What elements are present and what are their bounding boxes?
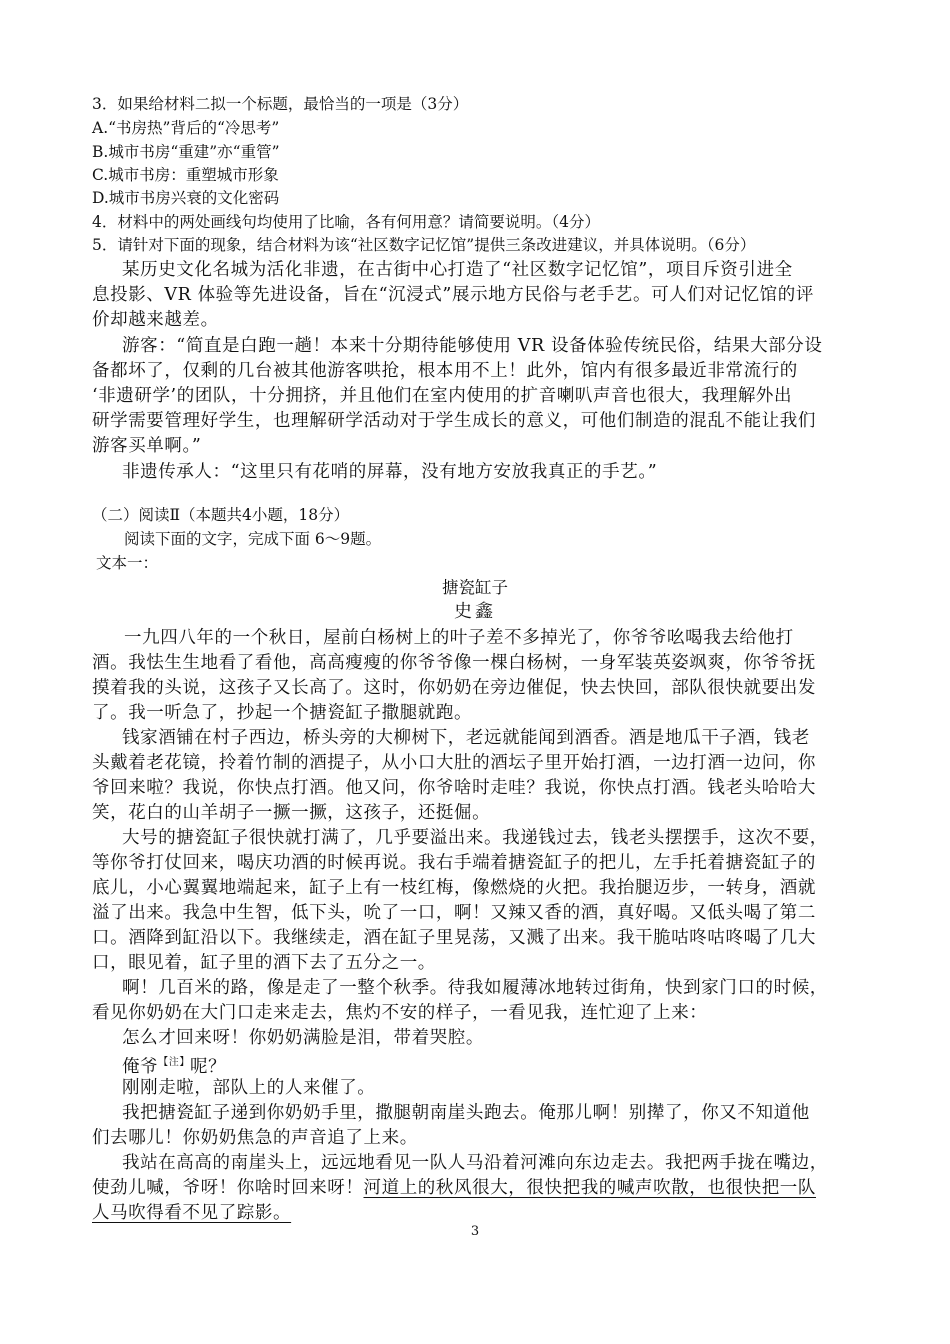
story-line: 了。我一听急了，抄起一个搪瓷缸子撒腿就跑。 [92, 703, 473, 723]
dialogue-text: 俺爷 [122, 1056, 159, 1077]
underlined-sentence: 人马吹得看不见了踪影。 [92, 1203, 292, 1223]
q5-tourist-line: 游客买单啊。” [92, 436, 202, 456]
story-text: 使劲儿喊，爷呀！你啥时回来呀！ [92, 1178, 364, 1198]
story-line: 头戴着老花镜，拎着竹制的酒提子，从小口大肚的酒坛子里开始打酒，一边打酒一边问，你 [92, 753, 816, 773]
story-line: 口，眼见着，缸子里的酒下去了五分之一。 [92, 953, 436, 973]
dialogue-line: 怎么才回来呀！你奶奶满脸是泪，带着哭腔。 [122, 1028, 484, 1048]
story-line: 底儿，小心翼翼地端起来，缸子上有一枝红梅，像燃烧的火把。我抬腿迈步，一转身，酒就 [92, 878, 816, 898]
page-number: 3 [470, 1224, 480, 1239]
story-line [92, 1176, 867, 1200]
story-line: 啊！几百米的路，像是走了一整个秋季。待我如履薄冰地转过街角，快到家门口的时候， [122, 978, 828, 998]
q3-stem: 3．如果给材料二拟一个标题，最恰当的一项是（3分） [92, 95, 469, 113]
text-label: 文本一： [96, 554, 159, 572]
story-author: 史鑫 [454, 601, 496, 622]
q5-tourist-line: 备都坏了，仅剩的几台被其他游客哄抢，根本用不上！此外，馆内有很多最近非常流行的 [92, 361, 798, 381]
q3-option-c: C.城市书房：重塑城市形象 [92, 166, 279, 184]
q5-stem: 5．请针对下面的现象，结合材料为该“社区数字记忆馆”提供三条改进建议，并具体说明。（6分） [92, 236, 756, 254]
dialogue-text: 呢？ [190, 1056, 227, 1077]
story-line: 我站在高高的南崖头上，远远地看见一队人马沿着河滩向东边走去。我把两手拢在嘴边， [122, 1153, 828, 1173]
story-line [92, 1201, 867, 1225]
q5-scenario-line: 某历史文化名城为活化非遗，在古街中心打造了“社区数字记忆馆”，项目斥资引进全 [122, 260, 793, 280]
q3-option-a: A.“书房热”背后的“冷思考” [92, 119, 280, 137]
story-line: 口。酒降到缸沿以下。我继续走，酒在缸子里晃荡，又溅了出来。我干脆咕咚咕咚喝了几大 [92, 928, 816, 948]
dialogue-line: 刚刚走啦，部队上的人来催了。 [122, 1078, 376, 1098]
q3-option-d: D.城市书房兴衰的文化密码 [92, 189, 280, 207]
story-line: 等你爷打仗回来，喝庆功酒的时候再说。我右手端着搪瓷缸子的把儿，左手托着搪瓷缸子的 [92, 853, 816, 873]
q5-tourist-line: 游客：“简直是白跑一趟！本来十分期待能够使用 VR 设备体验传统民俗，结果大部分设 [122, 336, 823, 356]
q4-stem: 4．材料中的两处画线句均使用了比喻，各有何用意？请简要说明。（4分） [92, 213, 600, 231]
dialogue-line [122, 1051, 897, 1079]
story-line: 看见你奶奶在大门口走来走去，焦灼不安的样子，一看见我，连忙迎了上来： [92, 1003, 708, 1023]
q5-inheritor-quote: 非遗传承人：“这里只有花哨的屏幕，没有地方安放我真正的手艺。” [122, 462, 658, 482]
story-line: 爷回来啦？我说，你快点打酒。他又问，你爷啥时走哇？我说，你快点打酒。钱老头哈哈大 [92, 778, 816, 798]
story-line: 酒。我怯生生地看了看他，高高瘦瘦的你爷爷像一棵白杨树，一身军装英姿飒爽，你爷爷抚 [92, 653, 816, 673]
story-line: 们去哪儿！你奶奶焦急的声音追了上来。 [92, 1128, 418, 1148]
q3-option-b: B.城市书房“重建”亦“重管” [92, 143, 280, 161]
story-line: 大号的搪瓷缸子很快就打满了，几乎要溢出来。我递钱过去，钱老头摆摆手，这次不要， [122, 828, 828, 848]
q5-scenario-line: 价却越来越差。 [92, 310, 219, 330]
story-line: 摸着我的头说，这孩子又长高了。这时，你奶奶在旁边催促，快去快回，部队很快就要出发 [92, 678, 816, 698]
story-line: 一九四八年的一个秋日，屋前白杨树上的叶子差不多掉光了，你爷爷吆喝我去给他打 [124, 628, 794, 648]
footnote-marker: 【注】 [158, 1057, 191, 1068]
story-line: 溢了出来。我急中生智，低下头，吮了一口，啊！又辣又香的酒，真好喝。又低头喝了第二 [92, 903, 816, 923]
story-line: 钱家酒铺在村子西边，桥头旁的大柳树下，老远就能闻到酒香。酒是地瓜干子酒，钱老 [122, 728, 810, 748]
story-title: 搪瓷缸子 [442, 578, 508, 597]
q5-scenario-line: 息投影、VR 体验等先进设备，旨在“沉浸式”展示地方民俗与老手艺。可人们对记忆馆的评 [92, 285, 814, 305]
section-instruction: 阅读下面的文字，完成下面 6～9题。 [124, 530, 382, 548]
q5-tourist-line: ‘非遗研学’的团队，十分拥挤，并且他们在室内使用的扩音喇叭声音也很大，我理解外出 [92, 386, 793, 406]
section-header: （二）阅读Ⅱ（本题共4小题，18分） [92, 506, 350, 524]
underlined-sentence: 河道上的秋风很大，很快把我的喊声吹散，也很快把一队 [363, 1178, 816, 1198]
story-line: 我把搪瓷缸子递到你奶奶手里，撒腿朝南崖头跑去。俺那儿啊！别撵了，你又不知道他 [122, 1103, 810, 1123]
q5-tourist-line: 研学需要管理好学生，也理解研学活动对于学生成长的意义，可他们制造的混乱不能让我们 [92, 411, 816, 431]
story-line: 笑，花白的山羊胡子一撅一撅，这孩子，还挺倔。 [92, 803, 491, 823]
